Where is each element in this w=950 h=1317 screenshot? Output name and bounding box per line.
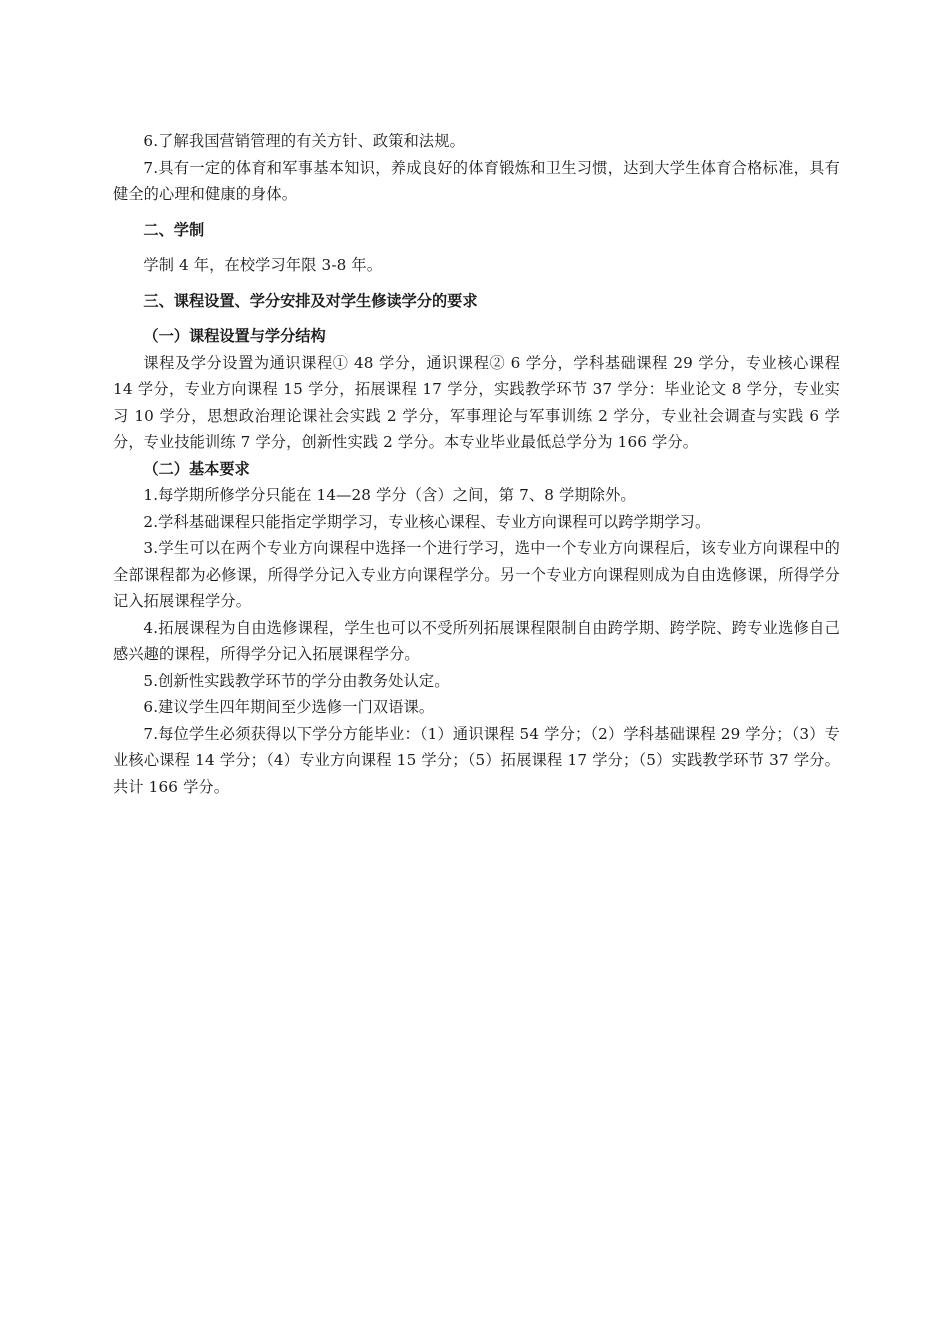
credit-structure-text: 课程及学分设置为通识课程① 48 学分，通识课程② 6 学分，学科基础课程 29 学分，专业核心课程 14 学分，专业方向课程 15 学分，拓展课程 17 学分，实践教学环节 37 学分：毕业论文 8 学分，专业实习 10 学分，思想政治理论课社会实践 2 学分，军事理论与军事训练 2 学分，专业社会调查与实践 6 学分，专业技能训练 7 学分，创新性实践 2 学分。本专业毕业最低总学分为 166 学分。: [113, 353, 840, 451]
section-heading-duration: 二、学制: [143, 220, 205, 239]
requirement-item: 7.每位学生必须获得以下学分方能毕业：（1）通识课程 54 学分；（2）学科基础课程 29 学分；（3）专业核心课程 14 学分；（4）专业方向课程 15 学分；（5）拓展课程 17 学分；（5）实践教学环节 37 学分。共计 166 学分。: [113, 724, 840, 796]
paragraph-item-6: 6.了解我国营销管理的有关方针、政策和法规。: [143, 132, 465, 150]
requirement-item: 6.建议学生四年期间至少选修一门双语课。: [143, 698, 435, 716]
requirement-item: 1.每学期所修学分只能在 14—28 学分（含）之间，第 7、8 学期除外。: [143, 486, 636, 504]
requirement-item: 5.创新性实践教学环节的学分由教务处认定。: [143, 671, 450, 690]
duration-text: 学制 4 年，在校学习年限 3-8 年。: [143, 256, 383, 274]
subsection-heading-requirements: （二）基本要求: [143, 459, 250, 478]
paragraph-item-7: 7.具有一定的体育和军事基本知识，养成良好的体育锻炼和卫生习惯，达到大学生体育合格标准，具有健全的心理和健康的身体。: [113, 158, 840, 203]
section-heading-curriculum: 三、课程设置、学分安排及对学生修读学分的要求: [143, 291, 478, 310]
requirement-item: 2.学科基础课程只能指定学期学习，专业核心课程、专业方向课程可以跨学期学习。: [143, 512, 711, 531]
document-body: [113, 128, 840, 800]
requirement-item: 4.拓展课程为自由选修课程，学生也可以不受所列拓展课程限制自由跨学期、跨学院、跨专业选修自己感兴趣的课程，所得学分记入拓展课程学分。: [113, 618, 840, 663]
requirement-item: 3.学生可以在两个专业方向课程中选择一个进行学习，选中一个专业方向课程后，该专业方向课程中的全部课程都为必修课，所得学分记入专业方向课程学分。另一个专业方向课程则成为自由选修课，所得学分记入拓展课程学分。: [113, 539, 840, 610]
subsection-heading-structure: （一）课程设置与学分结构: [143, 327, 326, 345]
